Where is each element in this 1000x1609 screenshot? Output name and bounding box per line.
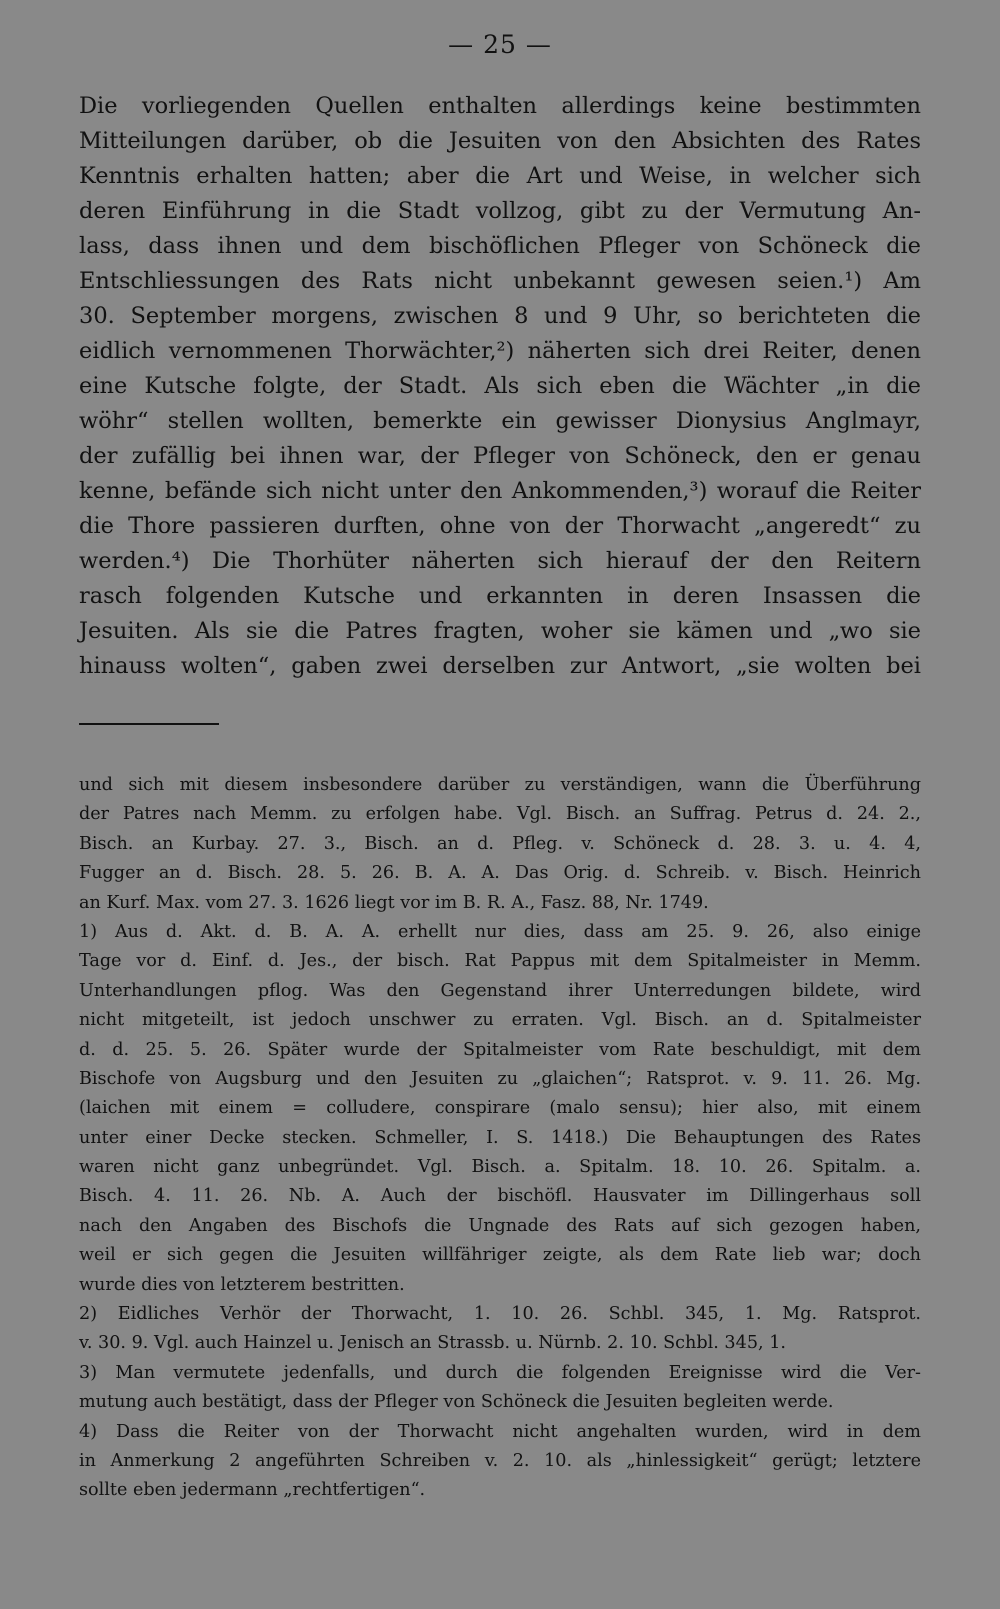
footnote-line: unter einer Decke stecken. Schmeller, I. S. 1418.) Die Behauptungen des Rates [79,1127,921,1148]
text-line: Mitteilungen darüber, ob die Jesuiten von den Absichten des Rates [79,128,921,154]
footnote-line: in Anmerkung 2 angeführten Schreiben v. 2. 10. als „hinlessigkeit“ gerügt; letztere [79,1450,921,1471]
footnote-line: Bisch. an Kurbay. 27. 3., Bisch. an d. Pfleg. v. Schöneck d. 28. 3. u. 4. 4, [79,833,921,854]
text-line: deren Einführung in die Stadt vollzog, gibt zu der Vermutung An- [79,198,921,224]
footnote-line: sollte eben jedermann „rechtfertigen“. [79,1480,426,1501]
footnote-line: Fugger an d. Bisch. 28. 5. 26. B. A. A. Das Orig. d. Schreib. v. Bisch. Heinrich [79,863,921,884]
footnote-line: nicht mitgeteilt, ist jedoch unschwer zu erraten. Vgl. Bisch. an d. Spitalmeister [79,1010,921,1031]
text-line: Kenntnis erhalten hatten; aber die Art und Weise, in welcher sich [79,163,921,189]
footnote-separator [79,723,219,725]
text-line: werden.⁴) Die Thorhüter näherten sich hierauf der den Reitern [79,548,921,574]
text-line: Jesuiten. Als sie die Patres fragten, woher sie kämen und „wo sie [79,618,921,644]
footnote-line: der Patres nach Memm. zu erfolgen habe. Vgl. Bisch. an Suffrag. Petrus d. 24. 2., [79,804,921,825]
footnote-line: waren nicht ganz unbegründet. Vgl. Bisch. a. Spitalm. 18. 10. 26. Spitalm. a. [79,1157,921,1178]
footnote-line: mutung auch bestätigt, dass der Pfleger von Schöneck die Jesuiten begleiten werde. [79,1392,834,1413]
text-line: Entschliessungen des Rats nicht unbekannt gewesen seien.¹) Am [79,268,921,294]
page-number: — 25 — [448,30,552,59]
footnote-line: d. d. 25. 5. 26. Später wurde der Spitalmeister vom Rate beschuldigt, mit dem [79,1039,921,1060]
text-line: Die vorliegenden Quellen enthalten allerdings keine bestimmten [79,93,921,119]
footnote-line: wurde dies von letzterem bestritten. [79,1274,405,1295]
footnote-line: 1) Aus d. Akt. d. B. A. A. erhellt nur dies, dass am 25. 9. 26, also einige [79,921,921,942]
footnote-line: an Kurf. Max. vom 27. 3. 1626 liegt vor im B. R. A., Fasz. 88, Nr. 1749. [79,892,709,913]
main-text [79,89,921,684]
footnote-line: 4) Dass die Reiter von der Thorwacht nicht angehalten wurden, wird in dem [79,1421,921,1442]
footnote-line: Bischofe von Augsburg und den Jesuiten zu „glaichen“; Ratsprot. v. 9. 11. 26. Mg. [79,1068,921,1089]
text-line: hinauss wolten“, gaben zwei derselben zur Antwort, „sie wolten bei [79,653,921,679]
text-line: eine Kutsche folgte, der Stadt. Als sich eben die Wächter „in die [79,373,921,399]
footnote-line: weil er sich gegen die Jesuiten willfähriger zeigte, als dem Rate lieb war; doch [79,1245,921,1266]
footnotes [79,771,921,1506]
text-line: der zufällig bei ihnen war, der Pfleger von Schöneck, den er genau [79,443,921,469]
footnote-line: v. 30. 9. Vgl. auch Hainzel u. Jenisch an Strassb. u. Nürnb. 2. 10. Schbl. 345, 1. [79,1333,786,1354]
footnote-line: (laichen mit einem = colludere, conspirare (malo sensu); hier also, mit einem [79,1098,921,1119]
footnote-line: Unterhandlungen pflog. Was den Gegenstand ihrer Unterredungen bildete, wird [79,980,921,1001]
footnote-line: 2) Eidliches Verhör der Thorwacht, 1. 10. 26. Schbl. 345, 1. Mg. Ratsprot. [79,1304,921,1325]
text-line: kenne, befände sich nicht unter den Ankommenden,³) worauf die Reiter [79,478,921,504]
text-line: lass, dass ihnen und dem bischöflichen Pfleger von Schöneck die [79,233,921,259]
text-line: 30. September morgens, zwischen 8 und 9 Uhr, so berichteten die [79,303,921,329]
footnote-line: 3) Man vermutete jedenfalls, und durch die folgenden Ereignisse wird die Ver- [79,1362,921,1383]
footnote-line: und sich mit diesem insbesondere darüber zu verständigen, wann die Überführung [79,775,921,795]
footnote-line: Tage vor d. Einf. d. Jes., der bisch. Rat Pappus mit dem Spitalmeister in Memm. [79,951,921,972]
footnote-line: Bisch. 4. 11. 26. Nb. A. Auch der bischöfl. Hausvater im Dillingerhaus soll [79,1186,921,1207]
text-line: eidlich vernommenen Thorwächter,²) näherten sich drei Reiter, denen [79,338,921,364]
text-line: die Thore passieren durften, ohne von der Thorwacht „angeredt“ zu [79,513,921,539]
footnote-line: nach den Angaben des Bischofs die Ungnade des Rats auf sich gezogen haben, [79,1215,921,1236]
text-line: rasch folgenden Kutsche und erkannten in deren Insassen die [79,583,921,609]
text-line: wöhr“ stellen wollten, bemerkte ein gewisser Dionysius Anglmayr, [79,408,921,434]
